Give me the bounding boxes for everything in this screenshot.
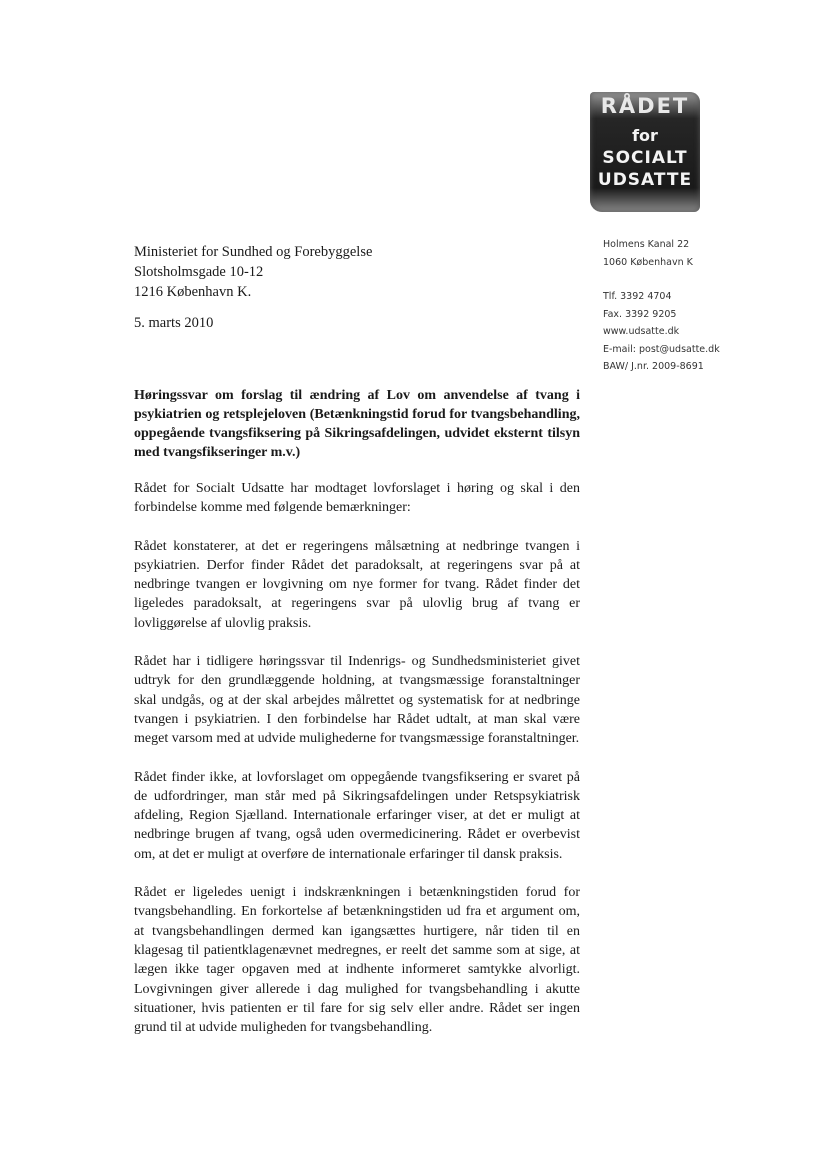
recipient-name: Ministeriet for Sundhed og Forebyggelse	[134, 244, 373, 260]
paragraph: Rådet konstaterer, at det er regeringens målsætning at nedbringe tvangen i psykiatrien. Derfor finder Rådet det paradoksalt, at regeringens svar på at nedbringe tvangen er lovgivning om nye former for tvang. Rådet finder det ligeledes paradoksalt, at regeringens svar på ulovlig brug af tvang er lovliggørelse af ulovlig praksis.	[134, 538, 580, 631]
sender-city: 1060 København K	[603, 256, 693, 268]
recipient-street: Slotsholmsgade 10-12	[134, 264, 264, 280]
logo-line-2: for	[632, 126, 658, 145]
recipient-address-block	[134, 242, 534, 302]
council-logo	[590, 92, 700, 212]
sender-web: www.udsatte.dk	[603, 326, 680, 337]
sender-address-block	[603, 236, 813, 376]
sender-phone: Tlf. 3392 4704	[603, 291, 672, 302]
letter-body	[134, 479, 580, 1056]
logo-line-4: UDSATTE	[597, 170, 693, 190]
paragraph: Rådet har i tidligere høringssvar til Indenrigs- og Sundhedsministeriet givet udtryk for den grundlæggende holdning, at tvangsmæssige foranstaltninger skal undgås, og at der skal arbejdes målrettet og systematisk for at nedbringe tvangen i psykiatrien. I den forbindelse har Rådet udtalt, at man skal være meget varsom med at udvide mulighederne for tvangsmæssige foranstaltninger.	[134, 654, 580, 747]
sender-fax: Fax. 3392 9205	[603, 308, 677, 320]
sender-street: Holmens Kanal 22	[603, 239, 690, 250]
paragraph: Rådet er ligeledes uenigt i indskrænkningen i betænkningstiden forud for tvangsbehandling. En forkortelse af betænkningstiden ud fra et argument om, at tvangsbehandlingen dermed kan igangsættes hurtigere, når tiden til en klagesag til patientklagenævnet medregnes, er reelt det samme som at sige, at lægen ikke tager opgaven med at indhente informeret samtykke alvorligt. Lovgivningen giver allerede i dag mulighed for tvangsbehandling i akutte situationer, hvis patienten er til fare for sig selv eller andre. Rådet ser ingen grund til at udvide muligheden for tvangsbehandling.	[134, 885, 580, 1036]
sender-email: E-mail: post@udsatte.dk	[603, 343, 720, 355]
logo-line-3: SOCIALT	[602, 148, 688, 168]
letter-date: 5. marts 2010	[134, 315, 214, 331]
sender-reference: BAW/ J.nr. 2009-8691	[603, 361, 704, 372]
logo-line-1: RÅDET	[600, 94, 690, 118]
paragraph: Rådet for Socialt Udsatte har modtaget lovforslaget i høring og skal i den forbindelse komme med følgende bemærkninger:	[134, 481, 580, 516]
recipient-city: 1216 København K.	[134, 284, 252, 300]
paragraph: Rådet finder ikke, at lovforslaget om oppegående tvangsfiksering er svaret på de udfordringer, man står med på Sikringsafdelingen under Retspsykiatrisk afdeling, Region Sjælland. Internationale erfaringer viser, at det er muligt at nedbringe brugen af tvang, også uden overmedicinering. Rådet er overbevist om, at det er muligt at overføre de internationale erfaringer til dansk praksis.	[134, 769, 580, 862]
letter-subject: Høringssvar om forslag til ændring af Lov om anvendelse af tvang i psykiatrien og retsplejeloven (Betænkningstid forud for tvangsbehandling, oppegående tvangsfiksering på Sikringsafdelingen, udvidet eksternt tilsyn med tvangsfikseringer m.v.)	[134, 388, 580, 460]
